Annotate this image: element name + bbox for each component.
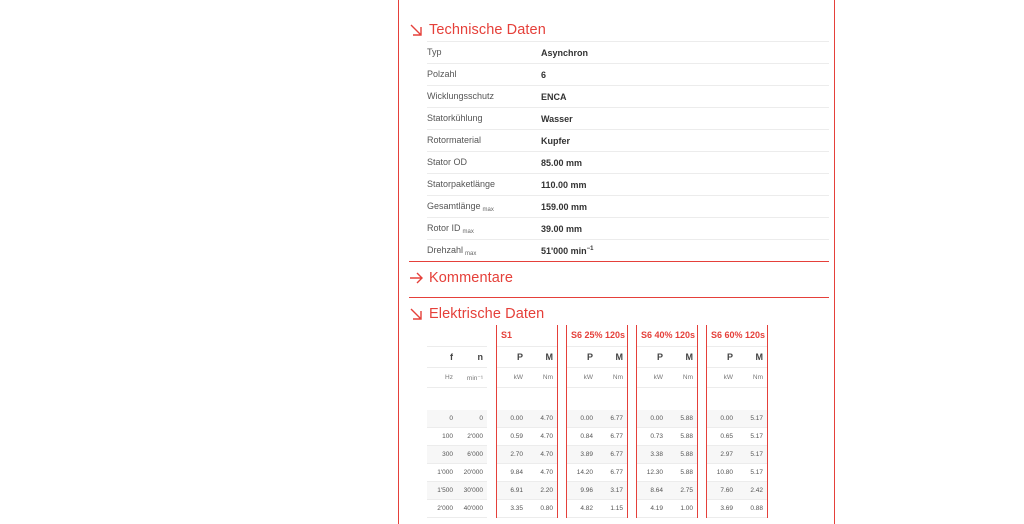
- unit-row: [707, 368, 767, 388]
- table-row: [637, 500, 697, 518]
- tech-row: [427, 129, 829, 151]
- table-cell: 6.91: [510, 487, 523, 494]
- unit-label: Nm: [542, 374, 553, 381]
- table-cell: 0.65: [720, 433, 733, 440]
- tech-label-sub: max: [482, 206, 494, 213]
- tech-value: [541, 92, 567, 102]
- tech-row: [427, 107, 829, 129]
- operating-mode-column: [566, 325, 628, 518]
- table-cell: 5.17: [750, 433, 763, 440]
- tech-value: [541, 48, 588, 58]
- operating-mode-column: [496, 325, 558, 518]
- electrical-data-toggle[interactable]: [409, 306, 544, 322]
- tech-value: [541, 202, 587, 212]
- table-cell: 6.77: [610, 469, 623, 476]
- table-cell: 0: [449, 415, 453, 422]
- tech-label: [427, 113, 541, 125]
- unit-row: [567, 368, 627, 388]
- table-row: [427, 482, 487, 500]
- column-headers: [637, 347, 697, 368]
- product-detail-panel: [398, 0, 835, 524]
- table-cell: 2'000: [437, 505, 453, 512]
- tech-value: [541, 114, 573, 124]
- tech-label-text: Statorpaketlänge: [427, 178, 496, 189]
- unit-label: kW: [723, 374, 733, 381]
- unit-row: [497, 368, 557, 388]
- table-cell: 0.84: [580, 433, 593, 440]
- tech-row: [427, 195, 829, 217]
- column-header: P: [726, 352, 733, 362]
- tech-label: [427, 69, 541, 81]
- table-cell: 0: [479, 415, 483, 422]
- tech-value-text: Asynchron: [541, 47, 589, 58]
- table-row: [567, 428, 627, 446]
- tech-value: [541, 224, 582, 234]
- tech-label-text: Typ: [427, 46, 442, 57]
- table-row: [707, 428, 767, 446]
- table-row: [707, 482, 767, 500]
- operating-mode-title: S6 25% 120s: [567, 325, 627, 347]
- table-cell: 3.38: [650, 451, 663, 458]
- tech-label: [427, 201, 541, 213]
- table-row: [497, 410, 557, 428]
- table-cell: 2.20: [540, 487, 553, 494]
- tech-row: [427, 151, 829, 173]
- tech-row: [427, 239, 829, 261]
- table-cell: 9.84: [510, 469, 523, 476]
- table-cell: 7.60: [720, 487, 733, 494]
- unit-label: kW: [513, 374, 523, 381]
- operating-mode-column: [706, 325, 768, 518]
- operating-mode-column: [636, 325, 698, 518]
- table-cell: 1'000: [437, 469, 453, 476]
- unit-label: Nm: [752, 374, 763, 381]
- table-cell: 3.89: [580, 451, 593, 458]
- unit-label: min⁻¹: [466, 374, 483, 382]
- comments-title: Kommentare: [429, 270, 514, 286]
- column-header: M: [615, 352, 623, 362]
- table-row: [497, 446, 557, 464]
- table-cell: 30'000: [463, 487, 483, 494]
- tech-label-text: Statorkühlung: [427, 112, 483, 123]
- tech-label-sub: max: [462, 228, 474, 235]
- tech-value-text: 51'000 min: [541, 245, 587, 256]
- table-cell: 6'000: [467, 451, 483, 458]
- tech-label-text: Polzahl: [427, 68, 457, 79]
- electrical-data-title: Elektrische Daten: [429, 306, 545, 322]
- table-cell: 5.17: [750, 469, 763, 476]
- table-row: [427, 464, 487, 482]
- table-row: [427, 410, 487, 428]
- table-cell: 2'000: [467, 433, 483, 440]
- arrow-down-right-icon: [409, 307, 423, 321]
- unit-label: Nm: [682, 374, 693, 381]
- tech-row: [427, 85, 829, 107]
- tech-label-text: Rotor ID: [427, 222, 461, 233]
- tech-label: [427, 135, 541, 147]
- tech-value-text: Wasser: [541, 113, 573, 124]
- column-header: n: [477, 352, 483, 362]
- unit-label: kW: [583, 374, 593, 381]
- table-cell: 12.30: [646, 469, 663, 476]
- table-cell: 10.80: [716, 469, 733, 476]
- column-header: f: [450, 352, 453, 362]
- tech-row: [427, 217, 829, 239]
- table-cell: 2.75: [680, 487, 693, 494]
- table-cell: 6.77: [610, 433, 623, 440]
- table-cell: 6.77: [610, 451, 623, 458]
- tech-row: [427, 63, 829, 85]
- column-headers: [427, 347, 487, 368]
- table-cell: 0.73: [650, 433, 663, 440]
- table-cell: 5.17: [750, 451, 763, 458]
- table-cell: 14.20: [576, 469, 593, 476]
- operating-mode-title: S6 40% 120s: [637, 325, 697, 347]
- table-cell: 8.64: [650, 487, 663, 494]
- table-cell: 1.15: [610, 505, 623, 512]
- unit-row: [637, 368, 697, 388]
- tech-value-text: 159.00 mm: [541, 201, 588, 212]
- tech-label: [427, 245, 541, 257]
- table-cell: 4.70: [540, 433, 553, 440]
- table-cell: 4.70: [540, 469, 553, 476]
- table-cell: 0.00: [580, 415, 593, 422]
- tech-label: [427, 47, 541, 59]
- column-header: M: [545, 352, 553, 362]
- table-cell: 0.59: [510, 433, 523, 440]
- table-cell: 0.00: [510, 415, 523, 422]
- table-cell: 0.80: [540, 505, 553, 512]
- table-row: [567, 464, 627, 482]
- table-row: [427, 428, 487, 446]
- tech-label: [427, 179, 541, 191]
- table-cell: 0.88: [750, 505, 763, 512]
- table-row: [707, 500, 767, 518]
- table-cell: 4.70: [540, 415, 553, 422]
- table-cell: 40'000: [463, 505, 483, 512]
- technical-data-title: Technische Daten: [429, 22, 546, 38]
- technical-data-table: [427, 41, 829, 261]
- tech-label-text: Drehzahl: [427, 244, 464, 255]
- technical-data-toggle[interactable]: [409, 22, 546, 38]
- tech-value-text: 85.00 mm: [541, 157, 583, 168]
- tech-value: [541, 246, 594, 256]
- table-row: [637, 410, 697, 428]
- table-row: [497, 482, 557, 500]
- tech-label: [427, 91, 541, 103]
- table-cell: 5.17: [750, 415, 763, 422]
- tech-value-text: Kupfer: [541, 135, 570, 146]
- column-header: P: [656, 352, 663, 362]
- table-cell: 0.00: [650, 415, 663, 422]
- unit-label: kW: [653, 374, 663, 381]
- unit-row: [427, 368, 487, 388]
- tech-label-text: Gesamtlänge: [427, 200, 481, 211]
- column-headers: [497, 347, 557, 368]
- column-header: M: [755, 352, 763, 362]
- table-row: [497, 428, 557, 446]
- tech-label-text: Rotormaterial: [427, 134, 482, 145]
- table-row: [637, 428, 697, 446]
- table-cell: 4.70: [540, 451, 553, 458]
- table-cell: 4.82: [580, 505, 593, 512]
- table-cell: 0.00: [720, 415, 733, 422]
- tech-row: [427, 41, 829, 63]
- table-row: [707, 410, 767, 428]
- column-header: P: [586, 352, 593, 362]
- table-cell: 2.42: [750, 487, 763, 494]
- table-cell: 2.70: [510, 451, 523, 458]
- table-row: [567, 482, 627, 500]
- column-header: M: [685, 352, 693, 362]
- operating-mode-title: S6 60% 120s: [707, 325, 767, 347]
- operating-mode-title: S1: [497, 325, 557, 347]
- table-row: [497, 500, 557, 518]
- table-row: [427, 500, 487, 518]
- column-header: P: [516, 352, 523, 362]
- table-row: [567, 410, 627, 428]
- table-cell: 4.19: [650, 505, 663, 512]
- table-cell: 5.88: [680, 433, 693, 440]
- table-row: [637, 446, 697, 464]
- tech-value-text: 110.00 mm: [541, 179, 587, 190]
- table-row: [567, 500, 627, 518]
- tech-value-text: ENCA: [541, 91, 567, 102]
- table-cell: 2.97: [720, 451, 733, 458]
- unit-label: Nm: [612, 374, 623, 381]
- table-cell: 5.88: [680, 469, 693, 476]
- arrow-right-icon: [409, 271, 423, 285]
- table-cell: 5.88: [680, 415, 693, 422]
- tech-label-sub: max: [465, 250, 477, 257]
- table-cell: 20'000: [463, 469, 483, 476]
- tech-value: [541, 136, 570, 146]
- tech-value-sup: −1: [586, 245, 594, 252]
- table-row: [707, 464, 767, 482]
- blank-header: [427, 325, 487, 347]
- comments-toggle[interactable]: [409, 270, 513, 286]
- unit-label: Hz: [445, 374, 453, 381]
- arrow-down-right-icon: [409, 23, 423, 37]
- table-cell: 3.17: [610, 487, 623, 494]
- table-cell: 3.69: [720, 505, 733, 512]
- tech-label-text: Stator OD: [427, 156, 468, 167]
- base-column: [427, 325, 487, 518]
- table-row: [497, 464, 557, 482]
- divider: [409, 297, 829, 298]
- table-cell: 9.96: [580, 487, 593, 494]
- table-row: [637, 464, 697, 482]
- tech-label-text: Wicklungsschutz: [427, 90, 495, 101]
- table-cell: 5.88: [680, 451, 693, 458]
- tech-value: [541, 158, 582, 168]
- table-cell: 300: [442, 451, 453, 458]
- table-row: [637, 482, 697, 500]
- tech-value-text: 6: [541, 69, 547, 80]
- tech-label: [427, 223, 541, 235]
- table-cell: 100: [442, 433, 453, 440]
- tech-label: [427, 157, 541, 169]
- column-headers: [707, 347, 767, 368]
- tech-value: [541, 180, 587, 190]
- table-cell: 3.35: [510, 505, 523, 512]
- tech-value-text: 39.00 mm: [541, 223, 583, 234]
- table-cell: 6.77: [610, 415, 623, 422]
- table-row: [567, 446, 627, 464]
- divider: [409, 261, 829, 262]
- table-row: [707, 446, 767, 464]
- table-cell: 1.00: [680, 505, 693, 512]
- tech-row: [427, 173, 829, 195]
- table-row: [427, 446, 487, 464]
- table-cell: 1'500: [437, 487, 453, 494]
- tech-value: [541, 70, 546, 80]
- column-headers: [567, 347, 627, 368]
